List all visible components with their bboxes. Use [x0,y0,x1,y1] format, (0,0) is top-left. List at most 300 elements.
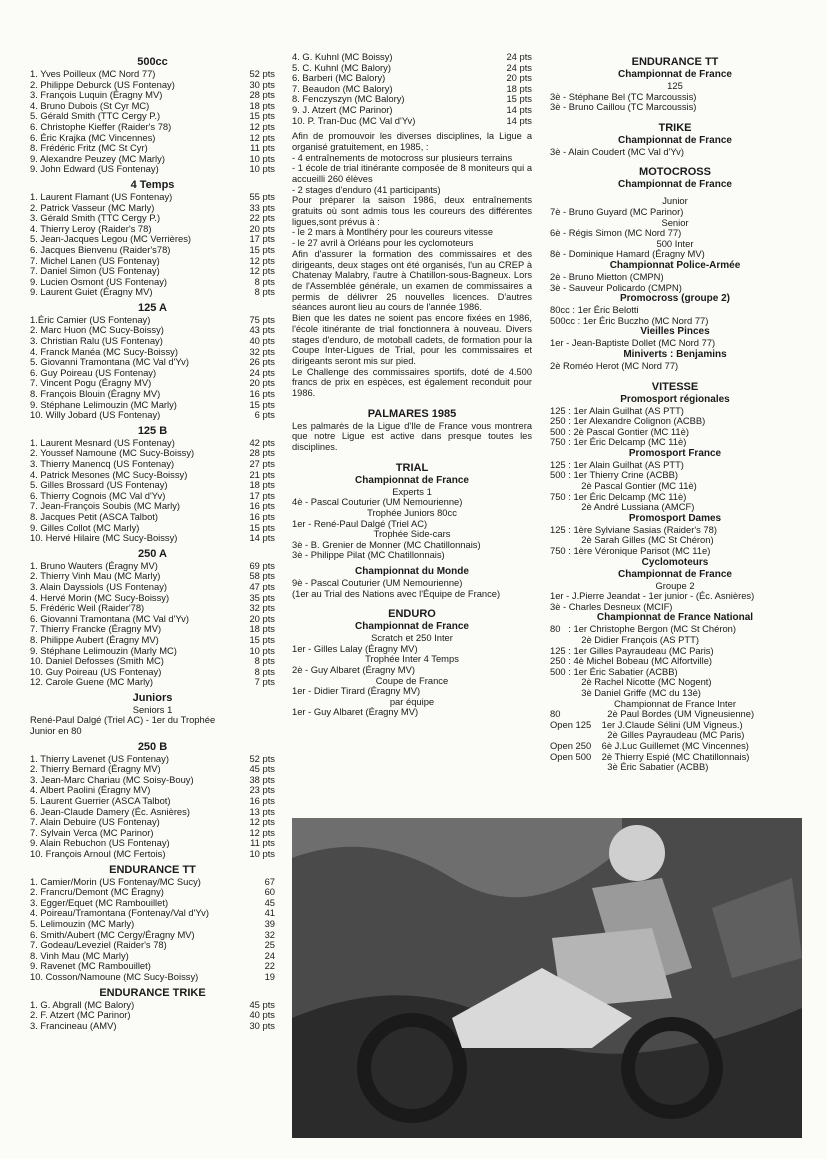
ranking-row [30,90,275,101]
ranking-row [30,908,275,919]
ranking-name: 5. Jean-Jacques Legou (MC Verrières) [30,234,192,245]
paragraph: - le 27 avril à Orléans pour les cyclomoteurs [292,238,474,249]
category-label: Groupe 2 [655,579,695,591]
result-line: 125 : 1ère Sylviane Sasias (Raider's 78) [550,523,717,535]
ranking-name: 1. Thierry Lavenet (US Fontenay) [30,753,169,764]
ranking-row [30,849,275,860]
subheading: Championnat du Monde [355,566,469,577]
subheading: Championnat de France [618,134,732,146]
ranking-points: 12 pts [249,265,275,277]
ranking-name: 8. Vinh Mau (MC Marly) [30,950,129,961]
ranking-name: 2. Patrick Vasseur (MC Marly) [30,202,155,213]
ranking-row [30,656,275,667]
ranking-name: 10. Daniel Defosses (Smith MC) [30,656,164,667]
ranking-points: 15 pts [249,243,275,255]
result-line: 2è - Bruno Mietton (CMPN) [550,270,664,282]
ranking-points: 17 pts [249,233,275,245]
paragraph: - 2 stages d'enduro (41 participants) [292,184,441,195]
ranking-points: 11 pts [250,837,275,849]
spacer [550,372,800,377]
result-line: 80 : 1er Christophe Bergon (MC St Chéron) [550,623,737,635]
subheading: Vieilles Pinces [640,326,710,338]
ranking-name: 10. Hervé Hilaire (MC Sucy-Boissy) [30,533,178,544]
result-line: 7è - Bruno Guyard (MC Parinor) [550,205,684,217]
ranking-name: 8. Jacques Petit (ASCA Talbot) [30,511,159,522]
ranking-points: 12 pts [249,131,275,143]
ranking-points: 52 pts [249,68,275,79]
subheading: Championnat de France National [596,612,754,624]
result-line: 2è Gilles Payraudeau (MC Paris) [550,729,745,741]
ranking-name: 2. Philippe Deburck (US Fontenay) [30,79,175,90]
ranking-name: 10. Willy Jobard (US Fontenay) [30,410,161,421]
ranking-row [30,838,275,849]
ranking-row [30,80,275,91]
ranking-name: 7. Alain Debuire (US Fontenay) [30,817,160,828]
paragraph: - le 2 mars à Montlhéry pour les coureurs vitesse [292,227,493,238]
ranking-row [30,224,275,235]
ranking-row [30,143,275,154]
ranking-name: 7. Thierry Francke (Éragny MV) [30,624,162,635]
result-line: Open 125 1er J.Claude Sélini (UM Vigneus.) [550,718,743,730]
ranking-name: 1. Bruno Wauters (Éragny MV) [30,560,158,571]
ranking-row [30,277,275,288]
ranking-points: 8 pts [254,286,275,298]
ranking-points: 30 pts [249,1019,275,1031]
ranking-points: 6 pts [254,409,275,421]
ranking-row [30,491,275,502]
ranking-row [292,105,532,116]
ranking-name: 8. Frédéric Fritz (MC St Cyr) [30,143,148,154]
ranking-row [30,203,275,214]
section-heading: ENDURANCE TT [631,56,719,68]
spacer [550,113,800,118]
section-heading: 250 B [137,740,168,753]
result-line: 2è Didier François (AS PTT) [550,634,699,645]
ranking-name: 3. Thierry Manencq (US Fontenay) [30,459,175,469]
ranking-row [292,63,532,74]
result-line: 750 : 1er Éric Delcamp (MC 11è) [550,490,687,502]
ranking-points: 10 pts [249,152,275,164]
ranking-points: 18 pts [249,479,275,491]
paragraph: Bien que les dates ne soient pas encore fixées en 1986, l'école itinérante de trial fonctionnera à nouveau. Divers stages d'enduro, de motoball cadets, de formation pour la Coupe Inter-Ligues de Trial, pour les commissaires et dirigeants seront mis sur pied. [292,313,532,366]
result-line: 500cc : 1er Éric Buczho (MC Nord 77) [550,314,709,326]
section-heading: 4 Temps [130,178,175,191]
ranking-points: 42 pts [249,436,275,448]
ranking-points: 24 pts [506,61,532,73]
ranking-points: 15 pts [249,633,275,645]
ranking-name: 6. Smith/Aubert (MC Cergy/Éragny MV) [30,929,195,940]
ranking-row [292,94,532,105]
subheading: Promosport France [628,447,722,459]
result-line: 1er - René-Paul Dalgé (Triel AC) [292,517,428,529]
ranking-row [30,213,275,224]
ranking-row [30,347,275,358]
ranking-row [30,754,275,765]
ranking-points: 16 pts [249,510,275,522]
subheading: Miniverts : Benjamins [623,348,727,360]
category-label: Trophée Juniors 80cc [367,507,457,519]
ranking-points: 45 pts [249,763,275,775]
section-heading: TRIKE [658,121,692,134]
result-line: 80cc : 1er Éric Belotti [550,304,639,316]
ranking-row [30,898,275,909]
ranking-name: 1. Yves Poilleux (MC Nord 77) [30,69,156,79]
ranking-row [30,101,275,112]
ranking-points: 16 pts [249,795,275,807]
ranking-points: 18 pts [506,82,532,94]
ranking-points: 28 pts [249,447,275,459]
ranking-name: 8. Fenczyszyn (MC Balory) [292,94,405,105]
ranking-row [30,266,275,277]
subheading: Promocross (groupe 2) [619,293,731,305]
ranking-row [30,961,275,972]
ranking-row [30,1021,275,1032]
ranking-row [292,116,532,127]
ranking-row [30,1000,275,1011]
ranking-name: 4. G. Kuhnl (MC Boissy) [292,52,393,62]
ranking-row [30,582,275,593]
ranking-points: 40 pts [249,1009,275,1021]
result-line: 1er - Gilles Lalay (Éragny MV) [292,642,418,654]
ranking-row [30,480,275,491]
ranking-points: 20 pts [249,377,275,389]
ranking-points: 24 [264,949,275,961]
ranking-name: 9. Ravenet (MC Rambouillet) [30,961,151,972]
ranking-row [30,635,275,646]
result-line: Open 250 6è J.Luc Guillemet (MC Vincennes) [550,739,749,751]
ranking-row [30,533,275,544]
result-line: 3è - Bruno Caillou (TC Marcoussis) [550,101,697,113]
result-line: René-Paul Dalgé (Triel AC) - 1er du Trophée [30,714,216,726]
ranking-points: 32 pts [249,345,275,357]
ranking-name: 6. Jean-Claude Damery (Éc. Asnières) [30,806,190,817]
category-label: Junior [662,195,688,207]
ranking-row [30,164,275,175]
ranking-name: 5. Lelimouzin (MC Marly) [30,918,135,929]
ranking-points: 67 [264,875,275,887]
ranking-row [30,561,275,572]
ranking-name: 9. John Edward (US Fontenay) [30,164,159,175]
ranking-row [30,122,275,133]
ranking-name: 3. François Luquin (Éragny MV) [30,90,163,101]
ranking-points: 30 pts [249,78,275,90]
ranking-name: 7. Jean-François Soubis (MC Marly) [30,501,181,512]
result-line: 3è - Stéphane Bel (TC Marcoussis) [550,90,697,102]
ranking-row [30,192,275,203]
ranking-row [30,603,275,614]
ranking-name: 3. Gérald Smith (TTC Cergy P.) [30,213,161,224]
ranking-row [30,400,275,411]
ranking-row [30,624,275,635]
section-heading: VITESSE [651,380,699,393]
category-label: par équipe [389,695,435,707]
ranking-row [30,512,275,523]
result-line: 3è Daniel Griffe (MC du 13è) [550,686,701,698]
ranking-name: 10. P. Tran-Duc (MC Val d'Yv) [292,115,416,126]
ranking-name: 5. Laurent Guerrier (ASCA Talbot) [30,796,171,807]
ranking-name: 5. Giovanni Tramontana (MC Val d'Yv) [30,357,189,368]
result-line: 2è Rachel Nicotte (MC Nogent) [550,676,712,688]
ranking-points: 15 pts [506,93,532,105]
ranking-name: 6. Giovanni Tramontana (MC Val d'Yv) [30,613,189,624]
ranking-name: 7. Sylvain Verca (MC Parinor) [30,827,154,838]
ranking-name: 3. Christian Ralu (US Fontenay) [30,336,163,347]
paragraph: Afin d'assurer la formation des commissaires et des dirigeants, deux stages ont été organisés, l'un au CREP à Chatenay Malabry, l'autre à Chatillon-sous-Bagneux. Lors de l'Assemblée générale, un examen de commissaires a permis de délivrer 25 nouvelles licences. D'autres séances auront lieu au cours de l'année 1986. [292,248,532,313]
ranking-points: 55 pts [249,190,275,202]
result-line: 80 2è Paul Bordes (UM Vigneusienne) [550,708,755,720]
ranking-points: 17 pts [249,489,275,501]
result-line: 3è - Sauveur Policardo (CMPN) [550,281,682,293]
result-line: 6è - Régis Simon (MC Nord 77) [550,227,682,239]
result-line: 500 : 1er Éric Sabatier (ACBB) [550,665,678,677]
ranking-row [30,245,275,256]
result-line: 125 : 1er Gilles Payraudeau (MC Paris) [550,644,714,656]
result-line: 125 : 1er Alain Guilhat (AS PTT) [550,404,684,416]
ranking-points: 10 pts [249,848,275,859]
ranking-row [30,1010,275,1021]
result-line: Open 500 2è Thierry Espié (MC Chatillonnais) [550,750,750,762]
paragraph: - 1 école de trial itinérante composée de 8 moniteurs qui a accueilli 260 élèves [292,163,532,184]
ranking-name: 3. Alain Dayssiols (US Fontenay) [30,581,168,592]
ranking-name: 7. Michel Lanen (US Fontenay) [30,255,160,266]
ranking-name: 4. Patrick Mesones (MC Sucy-Boissy) [30,469,188,480]
enduro-rider-photo [292,818,802,1138]
ranking-row [30,677,275,688]
ranking-name: 3. Jean-Marc Chariau (MC Soisy-Bouy) [30,774,194,785]
ranking-name: 1. G. Abgrall (MC Balory) [30,999,135,1010]
ranking-points: 23 pts [249,784,275,796]
ranking-points: 28 pts [249,89,275,101]
ranking-name: 5. C. Kuhnl (MC Balory) [292,62,391,73]
category-label: Scratch et 250 Inter [371,632,453,644]
ranking-row [30,887,275,898]
ranking-points: 33 pts [249,201,275,213]
spacer [292,399,532,404]
ranking-points: 22 pts [249,212,275,224]
result-line: 4è - Pascal Couturier (UM Nemourienne) [292,496,463,508]
ranking-row [30,389,275,400]
ranking-name: 9. Stéphane Lelimouzin (MC Marly) [30,399,177,410]
ranking-row [30,764,275,775]
result-line: 125 : 1er Alain Guilhat (AS PTT) [550,458,684,470]
ranking-row [30,234,275,245]
ranking-row [30,410,275,421]
ranking-points: 12 pts [249,254,275,266]
ranking-points: 45 [264,896,275,908]
results-column-right [550,52,800,773]
ranking-row [30,368,275,379]
subheading: Promosport Dames [628,512,722,524]
result-line: 1er - Jean-Baptiste Dollet (MC Nord 77) [550,337,716,349]
ranking-row [30,972,275,983]
category-label: 500 Inter [656,237,694,249]
ranking-row [30,325,275,336]
ranking-row [30,785,275,796]
ranking-points: 14 pts [506,114,532,126]
category-label: Trophée Side-cars [373,528,451,540]
ranking-name: 1. Camier/Morin (US Fontenay/MC Sucy) [30,876,201,887]
category-label: Championnat de France Inter [614,697,736,709]
ranking-name: 10. Cosson/Namoune (MC Sucy-Boissy) [30,971,199,982]
section-heading: PALMARES 1985 [367,407,457,420]
ranking-row [30,69,275,80]
result-line: 9è - Pascal Couturier (UM Nemourienne) [292,577,463,588]
ranking-points: 7 pts [254,676,275,688]
ranking-row [30,501,275,512]
ranking-points: 60 [264,886,275,898]
section-heading: MOTOCROSS [639,166,711,179]
ranking-points: 40 pts [249,335,275,347]
result-line: 250 : 1er Alexandre Colignon (ACBB) [550,415,706,427]
ranking-name: 6. Guy Poireau (US Fontenay) [30,367,157,378]
ranking-points: 8 pts [254,655,275,667]
ranking-name: 4. Hervé Morin (MC Sucy-Boissy) [30,592,170,603]
ranking-name: 7. Vincent Pogu (Éragny MV) [30,378,152,389]
ranking-row [30,448,275,459]
ranking-name: 8. François Blouin (Éragny MV) [30,389,161,400]
ranking-points: 22 [264,960,275,972]
subheading: Promosport régionales [620,393,730,405]
ranking-row [30,154,275,165]
ranking-points: 27 pts [249,458,275,469]
ranking-row [30,336,275,347]
ranking-points: 69 pts [249,559,275,571]
ranking-name: 3. Egger/Equet (MC Rambouillet) [30,897,169,908]
ranking-name: 9. Alain Rebuchon (US Fontenay) [30,838,170,849]
result-line: 500 : 1er Thierry Crine (ACBB) [550,469,678,481]
ranking-row [30,256,275,267]
ranking-row [30,775,275,786]
ranking-name: 9. Laurent Guiet (Éragny MV) [30,287,153,298]
ranking-row [292,52,532,63]
ranking-row [30,571,275,582]
result-line: 1er - Guy Albaret (Éragny MV) [292,706,419,718]
ranking-row [30,646,275,657]
ranking-name: 9. Lucien Osmont (US Fontenay) [30,276,168,287]
ranking-name: 10. Guy Poireau (US Fontenay) [30,666,162,677]
section-heading: Juniors [132,691,173,704]
ranking-row [30,111,275,122]
ranking-points: 18 pts [249,623,275,635]
ranking-points: 26 pts [249,356,275,368]
result-line: Junior en 80 [30,725,82,737]
ranking-points: 24 pts [249,366,275,378]
page-number: 36 [400,1111,413,1123]
ranking-points: 12 pts [249,120,275,132]
ranking-name: 4. Bruno Dubois (St Cyr MC) [30,100,150,111]
category-label: Trophée Inter 4 Temps [365,653,459,665]
ranking-row [30,378,275,389]
result-line: 3è - B. Grenier de Monner (MC Chatillonnais) [292,538,481,550]
result-line: 3è Éric Sabatier (ACBB) [550,761,709,773]
results-column-left [30,52,275,1031]
ranking-row [30,315,275,326]
ranking-name: 6. Barberi (MC Balory) [292,73,386,84]
ranking-row [30,523,275,534]
ranking-name: 9. Gilles Collot (MC Marly) [30,522,140,533]
ranking-points: 43 pts [249,324,275,336]
result-line: 500 : 2è Pascal Gontier (MC 11è) [550,425,689,437]
ranking-points: 13 pts [249,805,275,817]
ranking-row [30,133,275,144]
ranking-name: 1. Laurent Flamant (US Fontenay) [30,191,173,202]
ranking-points: 20 pts [249,612,275,624]
paragraph: Afin de promouvoir les diverses disciplines, la Ligue a organisé gratuitement, en 1985, : [292,131,532,152]
ranking-points: 45 pts [249,998,275,1010]
ranking-row [30,877,275,888]
ranking-points: 12 pts [249,826,275,838]
ranking-name: 7. Daniel Simon (US Fontenay) [30,266,160,277]
ranking-points: 18 pts [249,99,275,111]
ranking-points: 10 pts [249,163,275,175]
subheading: Cyclomoteurs [641,556,709,568]
subheading: Championnat de France [355,474,469,486]
ranking-name: 8. Philippe Aubert (Éragny MV) [30,634,159,645]
ranking-points: 12 pts [249,816,275,828]
ranking-points: 24 pts [506,51,532,62]
ranking-row [30,951,275,962]
ranking-row [30,614,275,625]
result-line: 1er - J.Pierre Jeandat - 1er junior - (Éc. Asnières) [550,590,755,602]
result-line: 2è - Guy Albaret (Éragny MV) [292,663,415,675]
result-line: 750 : 1ère Véronique Parisot (MC 11e) [550,545,711,557]
ranking-points: 19 [264,970,275,982]
ranking-row [30,667,275,678]
ranking-points: 20 pts [506,72,532,84]
ranking-name: 6. Éric Krajka (MC Vincennes) [30,132,156,143]
ranking-name: 2. Thierry Vinh Mau (MC Marly) [30,571,161,582]
subheading: Championnat de France [618,568,732,580]
result-line: 2è André Lussiana (AMCF) [550,501,695,513]
ranking-name: 9. Alexandre Peuzey (MC Marly) [30,153,165,164]
section-heading: 125 A [138,301,167,314]
spacer [292,453,532,458]
paragraph: Pour préparer la saison 1986, deux entraînements gratuits où sont admis tous les coureurs des différentes ligues,sont prévus à : [292,195,532,227]
result-line: 250 : 4è Michel Bobeau (MC Alfortville) [550,655,713,667]
spacer [550,157,800,162]
category-label: 125 [667,80,683,91]
result-line: 3è - Philippe Pilat (MC Chatillonnais) [292,549,445,561]
ranking-row [30,593,275,604]
ranking-row [292,84,532,95]
paragraph: Le Challenge des commissaires sportifs, doté de 4.500 francs de prix en espèces, est également reconduit pour 1986. [292,366,532,399]
section-heading: ENDURANCE TT [109,863,196,876]
ranking-name: 2. Youssef Namoune (MC Sucy-Boissy) [30,448,195,459]
ranking-name: 9. J. Atzert (MC Parinor) [292,104,393,115]
ranking-row [30,459,275,470]
ranking-name: 4. Thierry Leroy (Raider's 78) [30,223,152,234]
subheading: Championnat Police-Armée [609,259,741,271]
result-line: 3è - Charles Desneux (MCIF) [550,600,673,612]
results-column-middle [292,52,532,718]
result-line: 1er - Didier Tirard (Éragny MV) [292,685,421,697]
ranking-points: 39 [264,917,275,929]
ranking-points: 8 pts [254,275,275,287]
ranking-name: 6. Christophe Kieffer (Raider's 78) [30,121,172,132]
ranking-row [30,817,275,828]
ranking-name: 2. Marc Huon (MC Sucy-Boissy) [30,325,164,336]
ranking-name: 7. Beaudon (MC Balory) [292,83,393,94]
paragraph: - 4 entraînements de motocross sur plusieurs terrains [292,152,513,163]
ranking-points: 58 pts [249,570,275,582]
ranking-points: 52 pts [249,752,275,764]
category-label: Seniors 1 [132,703,173,715]
ranking-row [30,828,275,839]
ranking-name: 2. Thierry Bernard (Éragny MV) [30,764,161,775]
ranking-points: 41 [264,907,275,919]
ranking-row [30,470,275,481]
ranking-row [30,807,275,818]
